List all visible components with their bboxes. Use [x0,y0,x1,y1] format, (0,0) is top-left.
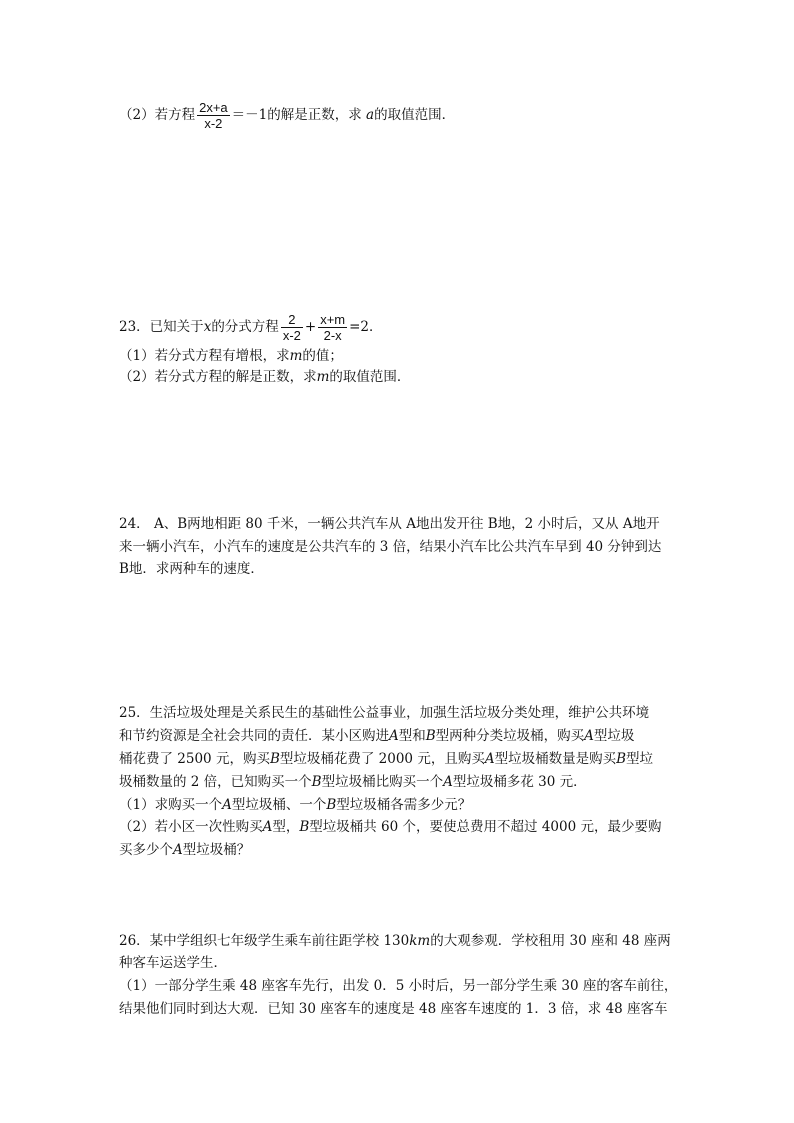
q25-line6-a: （2）若小区一次性购买 [119,819,263,835]
q23-part1-suffix: 的值； [302,348,343,364]
q23-part2-prefix: （2）若分式方程的解是正数，求 [119,369,317,385]
q25-line6-b: 型， [272,819,300,835]
q25-line-4 [119,772,587,792]
q25-line3-d: 型垃 [626,751,653,767]
q25-line3-c: 型垃圾桶数量是购买 [494,751,617,767]
q25-type-b: B [311,774,322,790]
q25-type-a: A [484,751,495,767]
q25-type-b: B [326,797,337,813]
q26-line-2: 种客车运送学生． [119,955,227,971]
q22-frac-numerator: 2x+a [199,100,228,115]
q25-line2-c: 型两种分类垃圾桶，购买 [435,728,585,744]
q24-line-1: 24． A、B两地相距 80 千米，一辆公共汽车从 A地出发开往 B地，2 小时后，又从 A地开 [119,516,660,532]
q25-type-a: A [389,728,399,744]
q22-part2-mid: ＝－1的解是正数，求 [231,107,362,123]
q24-line-2: 来一辆小汽车，小汽车的速度是公共汽车的 3 倍，结果小汽车比公共汽车早到 40 分钟到达 [119,539,662,555]
q26-unit-km: km [409,933,431,949]
q23-var-x: x [203,319,212,335]
q25-line-2 [119,726,634,746]
q25-part1 [119,795,471,815]
q23-prefix: 23．已知关于 [119,319,204,335]
q25-line4-a: 圾桶数量的 2 倍，已知购买一个 [119,774,312,790]
q25-line6-c: 型垃圾桶共 60 个，要使总费用不超过 4000 元，最少要购 [309,819,662,835]
q22-var-a: a [366,107,375,123]
q23-fraction-1 [281,312,303,343]
q25-type-a: A [584,728,594,744]
q25-type-b: B [616,751,626,767]
q25-type-a: A [262,819,273,835]
q23-stem [119,312,383,343]
q25-line4-b: 型垃圾桶比购买一个 [321,774,444,790]
q25-line5-c: 型垃圾桶各需多少元？ [336,797,472,813]
q25-line5-a: （1）求购买一个 [119,797,223,813]
q25-part2-cont [119,840,250,860]
q22-part2 [119,100,455,131]
q26-line-3: （1）一部分学生乘 48 座客车先行，出发 0．5 小时后，另一部分学生乘 30 座的客车前往， [119,978,678,994]
q23-frac1-numerator: 2 [288,312,296,327]
q25-type-b: B [269,751,280,767]
q23-frac1-denominator: x-2 [282,328,301,343]
q25-type-a: A [222,797,232,813]
q25-line-3 [119,749,653,769]
q25-type-a: A [173,842,183,858]
q22-part2-prefix: （2）若方程 [119,107,196,123]
q26-line1-b: 的大观参观．学校租用 30 座和 48 座两 [430,933,671,949]
q23-part2 [119,367,410,387]
q25-line3-b: 型垃圾桶花费了 2000 元，且购买 [279,751,485,767]
q25-line2-b: 型和 [398,728,426,744]
q23-frac2-numerator: x+m [320,312,346,327]
q23-frac2-denominator: 2-x [318,327,347,343]
q23-part2-suffix: 的取值范围． [329,369,411,385]
q23-part1-prefix: （1）若分式方程有增根，求 [119,348,290,364]
q22-fraction [197,100,230,131]
q25-type-b: B [425,728,436,744]
q23-part1 [119,346,343,366]
q25-line5-b: 型垃圾桶、一个 [231,797,327,813]
q25-line2-a: 和节约资源是全社会共同的责任．某小区购进 [119,728,389,744]
q23-fraction-2 [318,312,347,343]
q25-part2 [119,817,661,837]
q23-suffix: =2． [349,319,383,335]
q23-mid: 的分式方程 [211,319,279,335]
q25-line-1: 25．生活垃圾处理是关系民生的基础性公益事业，加强生活垃圾分类处理，维护公共环境 [119,705,650,721]
q25-type-b: B [299,819,310,835]
q25-line7-b: 型垃圾桶？ [182,842,251,858]
q23-var-m-2: m [316,369,330,385]
q26-line-4: 结果他们同时到达大观．已知 30 座客车的速度是 48 座客车速度的 1．3 倍，求 48 座客车 [119,1001,668,1017]
q26-line-1 [119,931,671,951]
q26-line1-a: 26．某中学组织七年级学生乘车前往距学校 130 [119,933,410,949]
q23-var-m: m [289,348,303,364]
q25-type-a: A [443,774,453,790]
q25-line3-a: 桶花费了 2500 元，购买 [119,751,270,767]
q25-line4-c: 型垃圾桶多花 30 元． [452,774,587,790]
q25-line7-a: 买多少个 [119,842,173,858]
q22-frac-denominator: x-2 [197,115,230,131]
q24-line-3: B地．求两种车的速度． [119,561,264,577]
q25-line2-d: 型垃圾 [593,728,635,744]
q23-plus: + [304,319,317,335]
q22-part2-suffix: 的取值范围． [374,107,456,123]
